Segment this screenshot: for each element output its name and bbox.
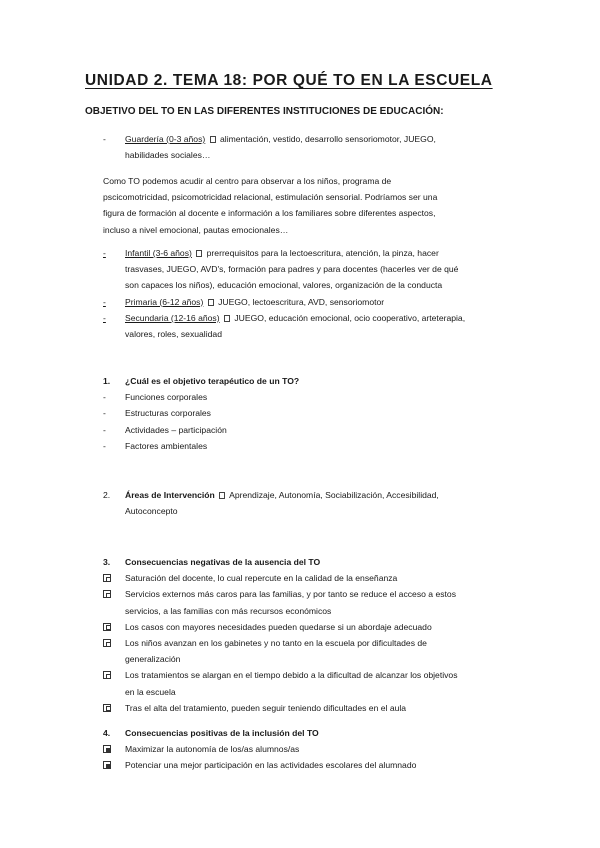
list-item: Maximizar la autonomía de los/as alumnos/as: [125, 744, 300, 755]
section-number: 2.: [103, 490, 111, 500]
primaria-text: JUEGO, lectoescritura, AVD, sensoriomotor: [218, 296, 385, 307]
missing-glyph-icon: [224, 315, 230, 322]
section-2-heading: Áreas de Intervención: [125, 490, 215, 500]
list-item-continued: en la escuela: [125, 686, 176, 697]
dash-marker: -: [103, 312, 106, 323]
list-item: Saturación del docente, lo cual repercute en la calidad de la enseñanza: [125, 573, 398, 584]
secundaria-text: JUEGO, educación emocional, ocio cooperativo, arteterapia,: [234, 312, 466, 323]
section-3: [103, 554, 513, 716]
intro-paragraph: [103, 173, 503, 238]
infantil-text: trasvases, JUEGO, AVD's, formación para padres y para docentes (hacerles ver de qué: [125, 264, 459, 275]
checkbox-bullet-icon: [103, 639, 111, 647]
education-levels: [103, 245, 513, 342]
section-2-text: Aprendizaje, Autonomía, Sociabilización, Accesibilidad,: [229, 490, 439, 500]
section-4: [103, 725, 513, 774]
list-item-continued: generalización: [125, 654, 181, 665]
checkbox-bullet-icon: [103, 590, 111, 598]
missing-glyph-icon: [219, 492, 225, 499]
missing-glyph-icon: [208, 299, 214, 306]
list-item: Funciones corporales: [125, 392, 208, 403]
primaria-label: Primaria (6-12 años): [125, 296, 204, 307]
page-title: UNIDAD 2. TEMA 18: POR QUÉ TO EN LA ESCUELA: [85, 72, 493, 89]
section-3-heading: Consecuencias negativas de la ausencia del TO: [125, 557, 321, 567]
list-item: Los niños avanzan en los gabinetes y no tanto en la escuela por dificultades de: [125, 638, 427, 649]
infantil-text: son capaces los niños), educación emocional, valores, organización de la conducta: [125, 280, 443, 291]
checkbox-bullet-icon: [103, 671, 111, 679]
secundaria-text: valores, roles, sexualidad: [125, 329, 222, 340]
guarderia-label: Guardería (0-3 años): [125, 134, 206, 144]
section-2: [103, 487, 513, 519]
list-item: Factores ambientales: [125, 440, 208, 451]
section-1-heading: ¿Cuál es el objetivo terapéutico de un TO?: [125, 376, 300, 386]
paragraph-line: pscicomotricidad, psicomotricidad relacional, estimulación sensorial. Podríamos ser una: [103, 192, 438, 203]
paragraph-line: figura de formación al docente e información a los familiares sobre diferentes aspectos,: [103, 208, 436, 219]
section-number: 1.: [103, 376, 111, 386]
section-2-text: Autoconcepto: [125, 506, 178, 517]
missing-glyph-icon: [196, 250, 202, 257]
checkbox-bullet-icon: [103, 704, 111, 712]
list-item: Estructuras corporales: [125, 408, 211, 419]
list-item: Tras el alta del tratamiento, pueden seguir teniendo dificultades en el aula: [125, 702, 407, 713]
missing-glyph-icon: [210, 136, 216, 143]
paragraph-line: incluso a nivel emocional, pautas emocionales…: [103, 224, 289, 235]
list-item: Los casos con mayores necesidades pueden quedarse si un abordaje adecuado: [125, 621, 432, 632]
dash-marker: -: [103, 296, 106, 307]
checkbox-bullet-icon: [103, 745, 111, 753]
infantil-label: Infantil (3-6 años): [125, 248, 192, 258]
paragraph-line: Como TO podemos acudir al centro para observar a los niños, programa de: [103, 176, 392, 186]
checkbox-bullet-icon: [103, 623, 111, 631]
section-number: 4.: [103, 728, 111, 738]
list-item: Potenciar una mejor participación en las actividades escolares del alumnado: [125, 760, 417, 771]
guarderia-text-2: habilidades sociales…: [125, 150, 211, 161]
infantil-text: prerrequisitos para la lectoescritura, atención, la pinza, hacer: [206, 248, 439, 258]
section-number: 3.: [103, 557, 111, 567]
dash-marker: -: [103, 248, 106, 258]
list-item: Servicios externos más caros para las familias, y por tanto se reduce el acceso a estos: [125, 589, 457, 600]
list-item: Actividades – participación: [125, 424, 227, 435]
secundaria-label: Secundaria (12-16 años): [125, 312, 220, 323]
checkbox-bullet-icon: [103, 761, 111, 769]
list-item-continued: servicios, a las familias con más recursos económicos: [125, 605, 332, 616]
section-4-heading: Consecuencias positivas de la inclusión del TO: [125, 728, 319, 738]
guarderia-item: [103, 131, 503, 163]
guarderia-text-1: alimentación, vestido, desarrollo sensoriomotor, JUEGO,: [220, 134, 436, 144]
section-subtitle: OBJETIVO DEL TO EN LAS DIFERENTES INSTITUCIONES DE EDUCACIÓN:: [85, 106, 444, 117]
list-item: Los tratamientos se alargan en el tiempo debido a la dificultad de alcanzar los objetivos: [125, 670, 458, 681]
dash-marker: -: [103, 134, 106, 144]
section-1: 1. ¿Cuál es el objetivo terapéutico de un TO? - Funciones corporales - Estructuras corporales - Actividades – participación - Factores ambientales: [103, 373, 503, 454]
checkbox-bullet-icon: [103, 574, 111, 582]
